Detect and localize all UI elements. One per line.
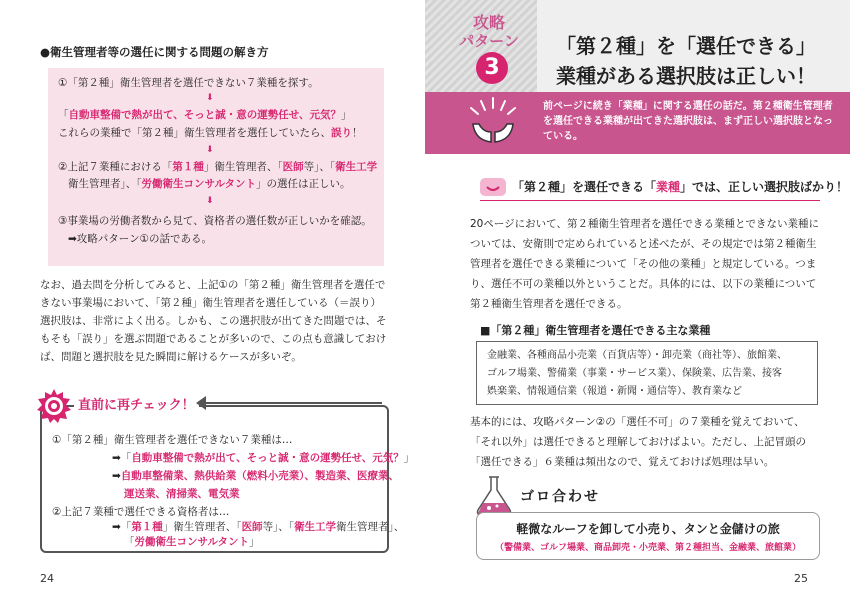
- industry-list-line-3: 娯楽業、情報通信業（報道・新聞・通信等）、教育業など: [487, 386, 742, 397]
- body-paragraph: なお、過去問を分析してみると、上記①の「第２種」衛生管理者を選任できない事業場において、「第２種」衛生管理者を選任している（＝誤り）選択肢は、非常によく出る。しかも、この選択肢が出てきた問題では、そもそも「誤り」を選ぶ問題であることが多いので、この点も意識しておけば、問題と選択肢を見た瞬間に解けるケースが多いぞ。: [40, 279, 387, 363]
- subheading-rule: [480, 200, 820, 201]
- recheck-line-3: ➡自動車整備業、熱供給業（燃料小売業）、製造業、医療業、: [112, 470, 400, 482]
- subheading: [480, 176, 849, 200]
- arrow-down-icon: ⬇: [206, 93, 214, 103]
- industry-list-box: [476, 341, 818, 405]
- arrow-down-icon: ⬇: [206, 145, 214, 155]
- recheck-line-1: ①「第２種」衛生管理者を選任できない７業種は…: [52, 434, 293, 446]
- recheck-title: 直前に再チェック！: [74, 394, 199, 413]
- recheck-line-2: ➡「自動車整備で熱が出て、そっと誠・意の運勢任せ、元気？」: [112, 452, 415, 464]
- pattern-label-1: 攻略: [472, 13, 505, 32]
- mnemonic-sub: （警備業、ゴルフ場業、商品卸売・小売業、第２種担当、金融業、旅館業）: [494, 543, 801, 553]
- goro-label: ゴロ合わせ: [520, 489, 600, 505]
- section-title: ●衛生管理者等の選任に関する問題の解き方: [40, 45, 269, 59]
- step-2b: これらの業種で「第２種」衛生管理者を選任していたら、誤り！: [58, 127, 363, 139]
- recheck-line-7: 「労働衛生コンサルタント」: [124, 536, 260, 548]
- pattern-label-2: パターン: [459, 32, 519, 50]
- step-3b: 衛生管理者」、「労働衛生コンサルタント」の選任は正しい。: [68, 178, 351, 190]
- step-3a: ②上記７業種における「第１種」衛生管理者、「医師等」、「衛生工学: [58, 161, 378, 173]
- industry-list-line-2: ゴルフ場業、警備業（事業・サービス業）、保険業、広告業、接客: [487, 368, 782, 379]
- page-number-left: 24: [40, 572, 54, 585]
- industry-list-line-1: 金融業、各種商品小売業（百貨店等）・卸売業（商社等）、旅館業、: [487, 350, 787, 361]
- steps-box: [48, 68, 384, 266]
- recheck-line-4: 運送業、清掃業、電気業: [124, 488, 240, 500]
- title-line-1: 「第２種」を「選任できる」: [556, 34, 816, 58]
- title-line-2: 業種がある選択肢は正しい！: [556, 64, 816, 88]
- recheck-line-6: ➡「第１種」衛生管理者、「医師等」、「衛生工学衛生管理者」、: [112, 521, 405, 533]
- mnemonic-box: [476, 512, 820, 560]
- step-4: ③事業場の労働者数から見て、資格者の選任数が正しいかを確認。: [58, 215, 372, 227]
- arrow-down-icon: ⬇: [206, 196, 214, 206]
- right-paragraph-1: 20ページにおいて、第２種衛生管理者を選任できる業種とできない業種については、安衛則で定められていると述べたが、その規定では第２種衛生管理者を選任できる業種について「その他の業種」と規定している。つまり、選任不可の業種以外ということだ。具体的には、以下の業種について第２種衛生管理者を選任できる。: [470, 218, 819, 310]
- recheck-badge-icon: [36, 388, 72, 424]
- list-title: ■「第２種」衛生管理者を選任できる主な業種: [480, 324, 711, 337]
- intro-band: [425, 92, 850, 154]
- praying-hands-icon: [465, 96, 521, 150]
- intro-text: 前ページに続き「業種」に関する選任の話だ。第２種衛生管理者を選任できる業種が出てきた選択肢は、まず正しい選択肢となっている。: [543, 101, 833, 142]
- step-2a: 「自動車整備で熱が出て、そっと誠・意の運勢任せ、元気？」: [58, 109, 352, 121]
- recheck-arrow-icon: [196, 396, 206, 410]
- right-paragraph-2: 基本的には、攻略パターン②の「選任不可」の７業種を覚えておいて、「それ以外」は選任できると理解しておけばよい。ただし、上記冒頭の「選任できる」６業種は頻出なので、覚えておけば処理は早い。: [470, 416, 806, 468]
- subheading-text: 「第２種」を選任できる「業種」では、正しい選択肢ばかり！: [512, 180, 849, 194]
- mnemonic-main: 軽微なルーフを卸して小売り、タンと金儲けの旅: [516, 522, 780, 536]
- page-number-right: 25: [794, 572, 808, 585]
- recheck-title-rule: [206, 402, 382, 404]
- step-1: ①「第２種」衛生管理者を選任できない７業種を探す。: [58, 77, 319, 89]
- recheck-box: [40, 405, 415, 553]
- step-5: ➡攻略パターン①の話である。: [68, 233, 213, 245]
- recheck-line-5: ②上記７業種で選任できる資格者は…: [52, 506, 230, 518]
- pattern-number-badge: 3: [476, 52, 508, 84]
- smile-icon: [480, 178, 506, 196]
